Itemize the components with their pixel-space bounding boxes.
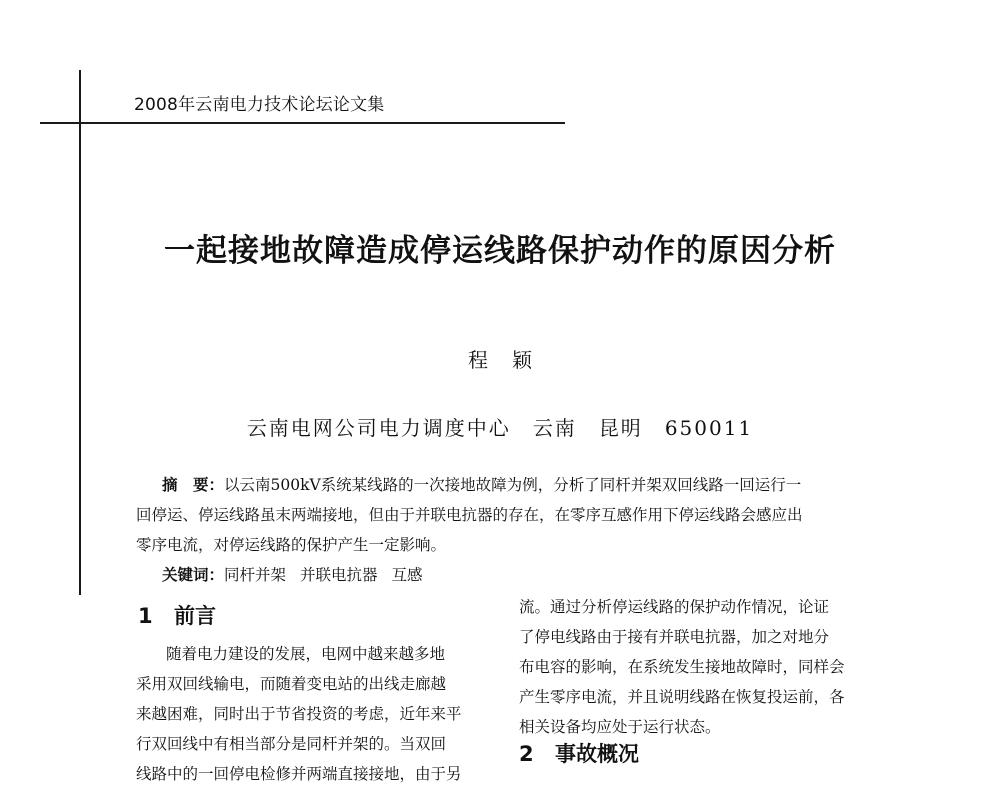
body-line: 了停电线路由于接有并联电抗器，加之对地分 (519, 628, 830, 646)
body-line: 线路中的一回停电检修并两端直接接地，由于另 (136, 765, 462, 783)
abstract-line (136, 470, 906, 500)
body-line: 来越困难，同时出于节省投资的考虑，近年来平 (136, 705, 462, 723)
body-line: 随着电力建设的发展，电网中越来越多地 (166, 645, 446, 663)
body-line: 流。通过分析停运线路的保护动作情况，论证 (519, 598, 830, 616)
section-heading-2 (519, 738, 639, 768)
header-rule (40, 122, 565, 124)
abstract-line: 零序电流，对停运线路的保护产生一定影响。 (136, 536, 447, 554)
running-header: 2008年云南电力技术论坛论文集 (134, 95, 385, 115)
paper-title: 一起接地故障造成停运线路保护动作的原因分析 (164, 233, 836, 269)
body-line: 相关设备均应处于运行状态。 (519, 718, 721, 736)
vertical-rule (79, 70, 81, 595)
section-heading-1 (138, 600, 216, 630)
body-line: 布电容的影响，在系统发生接地故障时，同样会 (519, 658, 845, 676)
abstract-line: 回停运、停运线路虽末两端接地，但由于并联电抗器的存在，在零序互感作用下停运线路会感应出 (136, 506, 803, 524)
section-title: 事故概况 (555, 742, 639, 766)
left-column (136, 639, 496, 789)
affiliation-province: 云南 (532, 416, 577, 440)
keyword: 并联电抗器 (300, 566, 378, 584)
author-name: 程颖 (468, 348, 556, 372)
body-line: 采用双回线输电，而随着变电站的出线走廊越 (136, 675, 447, 693)
keyword: 同杆并架 (224, 566, 287, 584)
keywords-label: 关键词： (162, 566, 225, 584)
affiliation-postcode: 650011 (664, 416, 754, 440)
section-title: 前言 (174, 604, 216, 628)
section-number: 1 (138, 604, 153, 628)
body-line: 行双回线中有相当部分是同杆并架的。当双回 (136, 735, 447, 753)
abstract-text: 以云南500kV系统某线路的一次接地故障为例，分析了同杆并架双回线路一回运行一 (224, 476, 802, 494)
keyword: 互感 (391, 566, 423, 584)
affiliation-city: 昆明 (598, 416, 643, 440)
keywords (162, 563, 437, 585)
affiliation-org: 云南电网公司电力调度中心 (246, 416, 511, 440)
affiliation (0, 412, 1000, 441)
abstract-label: 摘 要： (162, 476, 225, 494)
abstract (136, 470, 906, 560)
body-line: 产生零序电流，并且说明线路在恢复投运前，各 (519, 688, 845, 706)
right-column (519, 592, 919, 742)
section-number: 2 (519, 742, 534, 766)
